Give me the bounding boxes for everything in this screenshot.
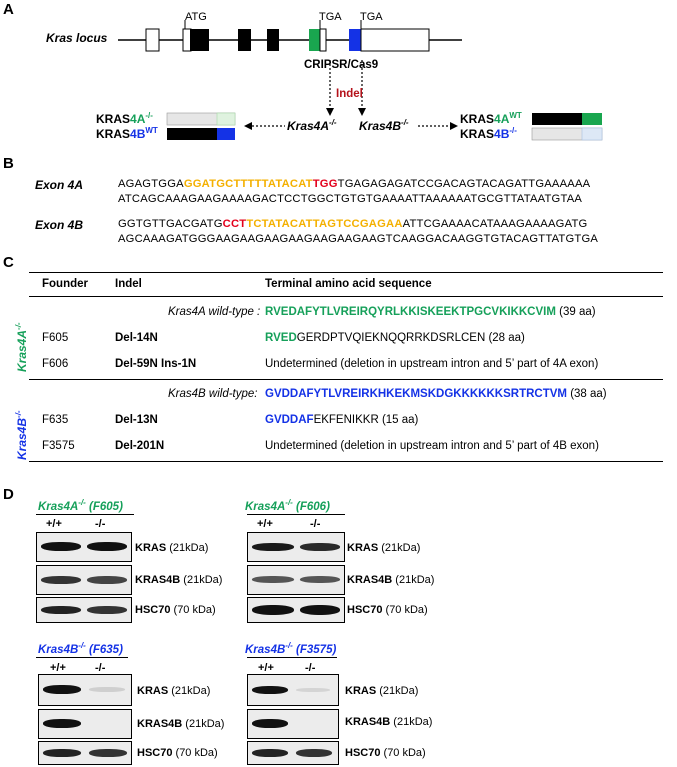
blot-f3575-kras4b [247,709,339,739]
exon-2-utr [183,29,191,51]
blot-f3575-label-kras: KRAS (21kDa) [345,685,419,697]
table-rule-bottom [29,461,663,462]
exon4b-label: Exon 4B [35,218,84,232]
row-f3575-seq: Undetermined (deletion in upstream intron and 5’ part of 4B exon) [265,440,599,452]
right-row-1: $KRAS4A^{WT}$ [460,111,522,126]
blot-f605-kras4b [36,565,132,595]
exon-2-coding [190,29,209,51]
kras4b-ko-allele: Kras4B-/- [359,118,409,133]
panel-label-b: B [3,155,14,172]
panel-label-d: D [3,486,14,503]
blot-f3575-lane-ko: -/- [305,662,316,674]
blot-f605-kras [36,532,132,562]
blot-f606-kras [247,532,345,562]
row-f605-indel: Del-14N [115,332,158,344]
blot-f606-label-hsc70: HSC70 (70 kDa) [347,604,428,616]
group-label-kras4b: Kras4B-/- [14,410,29,460]
blot-f606-label-kras4b: KRAS4B (21kDa) [347,574,435,586]
kras4a-wt-bar [532,113,582,125]
exon4a-seq-line1: AGAGTGGAGGATGCTTTTTATACATTGGTGAGAGAGATCCGACAGTACAGATTGAAAAAA [118,178,591,190]
blot-f606-hsc70 [247,597,345,623]
blot-f605-label-hsc70: HSC70 (70 kDa) [135,604,216,616]
crispr-label: CRIPSR/Cas9 [304,59,379,71]
table-rule-header [29,296,663,297]
exon-1 [146,29,159,51]
row-f605-seq: RVEDGERDPTVQIEKNQQRRKDSRLCEN (28 aa) [265,332,525,344]
blot-f605-label-kras4b: KRAS4B (21kDa) [135,574,223,586]
blot-f635-label-hsc70: HSC70 (70 kDa) [137,747,218,759]
indel-label: Indel [336,88,363,100]
exon-4b-utr [361,29,429,51]
group-label-kras4a: Kras4A-/- [14,322,29,372]
exon-4b [349,29,361,51]
blot-f3575-label-kras4b: KRAS4B (21kDa) [345,716,433,728]
row-f635-indel: Del-13N [115,414,158,426]
blot-f635-label-kras: KRAS (21kDa) [137,685,211,697]
blot-f606-lane-wt: +/+ [257,518,273,530]
blot-f635-label-kras4b: KRAS4B (21kDa) [137,718,225,730]
blot-f635-kras4b [38,709,132,739]
exon-4 [267,29,279,51]
atg-label: ATG [185,11,207,23]
row-f3575-indel: Del-201N [115,440,165,452]
blot-f606-title: Kras4A-/- (F606) [245,498,330,513]
blot-f605-label-kras: KRAS (21kDa) [135,542,209,554]
blot-f635-kras [38,674,132,706]
panel-label-a: A [3,1,14,18]
panel-label-c: C [3,254,14,271]
left-row-2: $KRAS4B^{WT}$ [96,126,158,141]
header-sequence: Terminal amino acid sequence [265,278,432,290]
row-f635-seq: GVDDAFEKFENIKKR (15 aa) [265,414,419,426]
kras4b-wt-bar [167,128,217,140]
row-f606-indel: Del-59N Ins-1N [115,358,197,370]
left-row-1: KRAS4A-/- [96,111,153,126]
row-f605-founder: F605 [42,332,69,344]
locus-label: Kras locus [46,31,108,45]
table-rule-mid [29,379,663,380]
exon-4a [309,29,320,51]
blot-f3575-title: Kras4B-/- (F3575) [245,641,337,656]
blot-f635-hsc70 [38,741,132,765]
wt4b-seq-cell: GVDDAFYTLVREIRKHKEKMSKDGKKKKKKSRTRCTVM (38 aa) [265,388,607,400]
exon-3 [238,29,251,51]
blot-f3575-lane-wt: +/+ [258,662,274,674]
exon4b-seq-line1: GGTGTTGACGATGCCTTCTATACATTAGTCCGAGAAATTCGAAAACATAAAGAAAAGATG [118,218,588,230]
tga-label-1: TGA [319,11,342,23]
blot-f635-lane-wt: +/+ [50,662,66,674]
row-f606-seq: Undetermined (deletion in upstream intron and 5’ part of 4A exon) [265,358,599,370]
blot-f606-lane-ko: -/- [310,518,321,530]
blot-f605-hsc70 [36,597,132,623]
blot-f3575-hsc70 [247,741,339,765]
row-f606-founder: F606 [42,358,69,370]
tga-label-2: TGA [360,11,383,23]
blot-f605-title: Kras4A-/- (F605) [38,498,123,513]
blot-f3575-kras [247,674,339,706]
blot-f3575-label-hsc70: HSC70 (70 kDa) [345,747,426,759]
row-f3575-founder: F3575 [42,440,75,452]
table-rule-top [29,272,663,273]
blot-f635-lane-ko: -/- [95,662,106,674]
wt4a-label: Kras4A wild-type : [168,306,261,318]
row-f635-founder: F635 [42,414,69,426]
blot-f606-label-kras: KRAS (21kDa) [347,542,421,554]
exon4a-label: Exon 4A [35,178,84,192]
wt4b-label: Kras4B wild-type: [168,388,258,400]
blot-f605-lane-ko: -/- [95,518,106,530]
right-row-2: KRAS4B-/- [460,126,517,141]
blot-f635-title: Kras4B-/- (F635) [38,641,123,656]
kras4a-ko-allele: Kras4A-/- [287,118,337,133]
blot-f606-kras4b [247,565,345,595]
exon4b-seq-line2: AGCAAAGATGGGAAGAAGAAGAAGAAGAAGAAGTCAAGGACAAGGTGTACAGTTATGTGA [118,233,599,245]
exon4a-seq-line2: ATCAGCAAAGAAGAAAAGACTCCTGGCTGTGTGAAAATTAAAAAATGCGTTATAATGTAA [118,193,583,205]
wt4a-seq-cell: RVEDAFYTLVREIRQYRLKKISKEEKTPGCVKIKKCVIM (39 aa) [265,306,596,318]
header-indel: Indel [115,278,142,290]
blot-f605-lane-wt: +/+ [46,518,62,530]
header-founder: Founder [42,278,88,290]
exon-4a-utr [320,29,326,51]
